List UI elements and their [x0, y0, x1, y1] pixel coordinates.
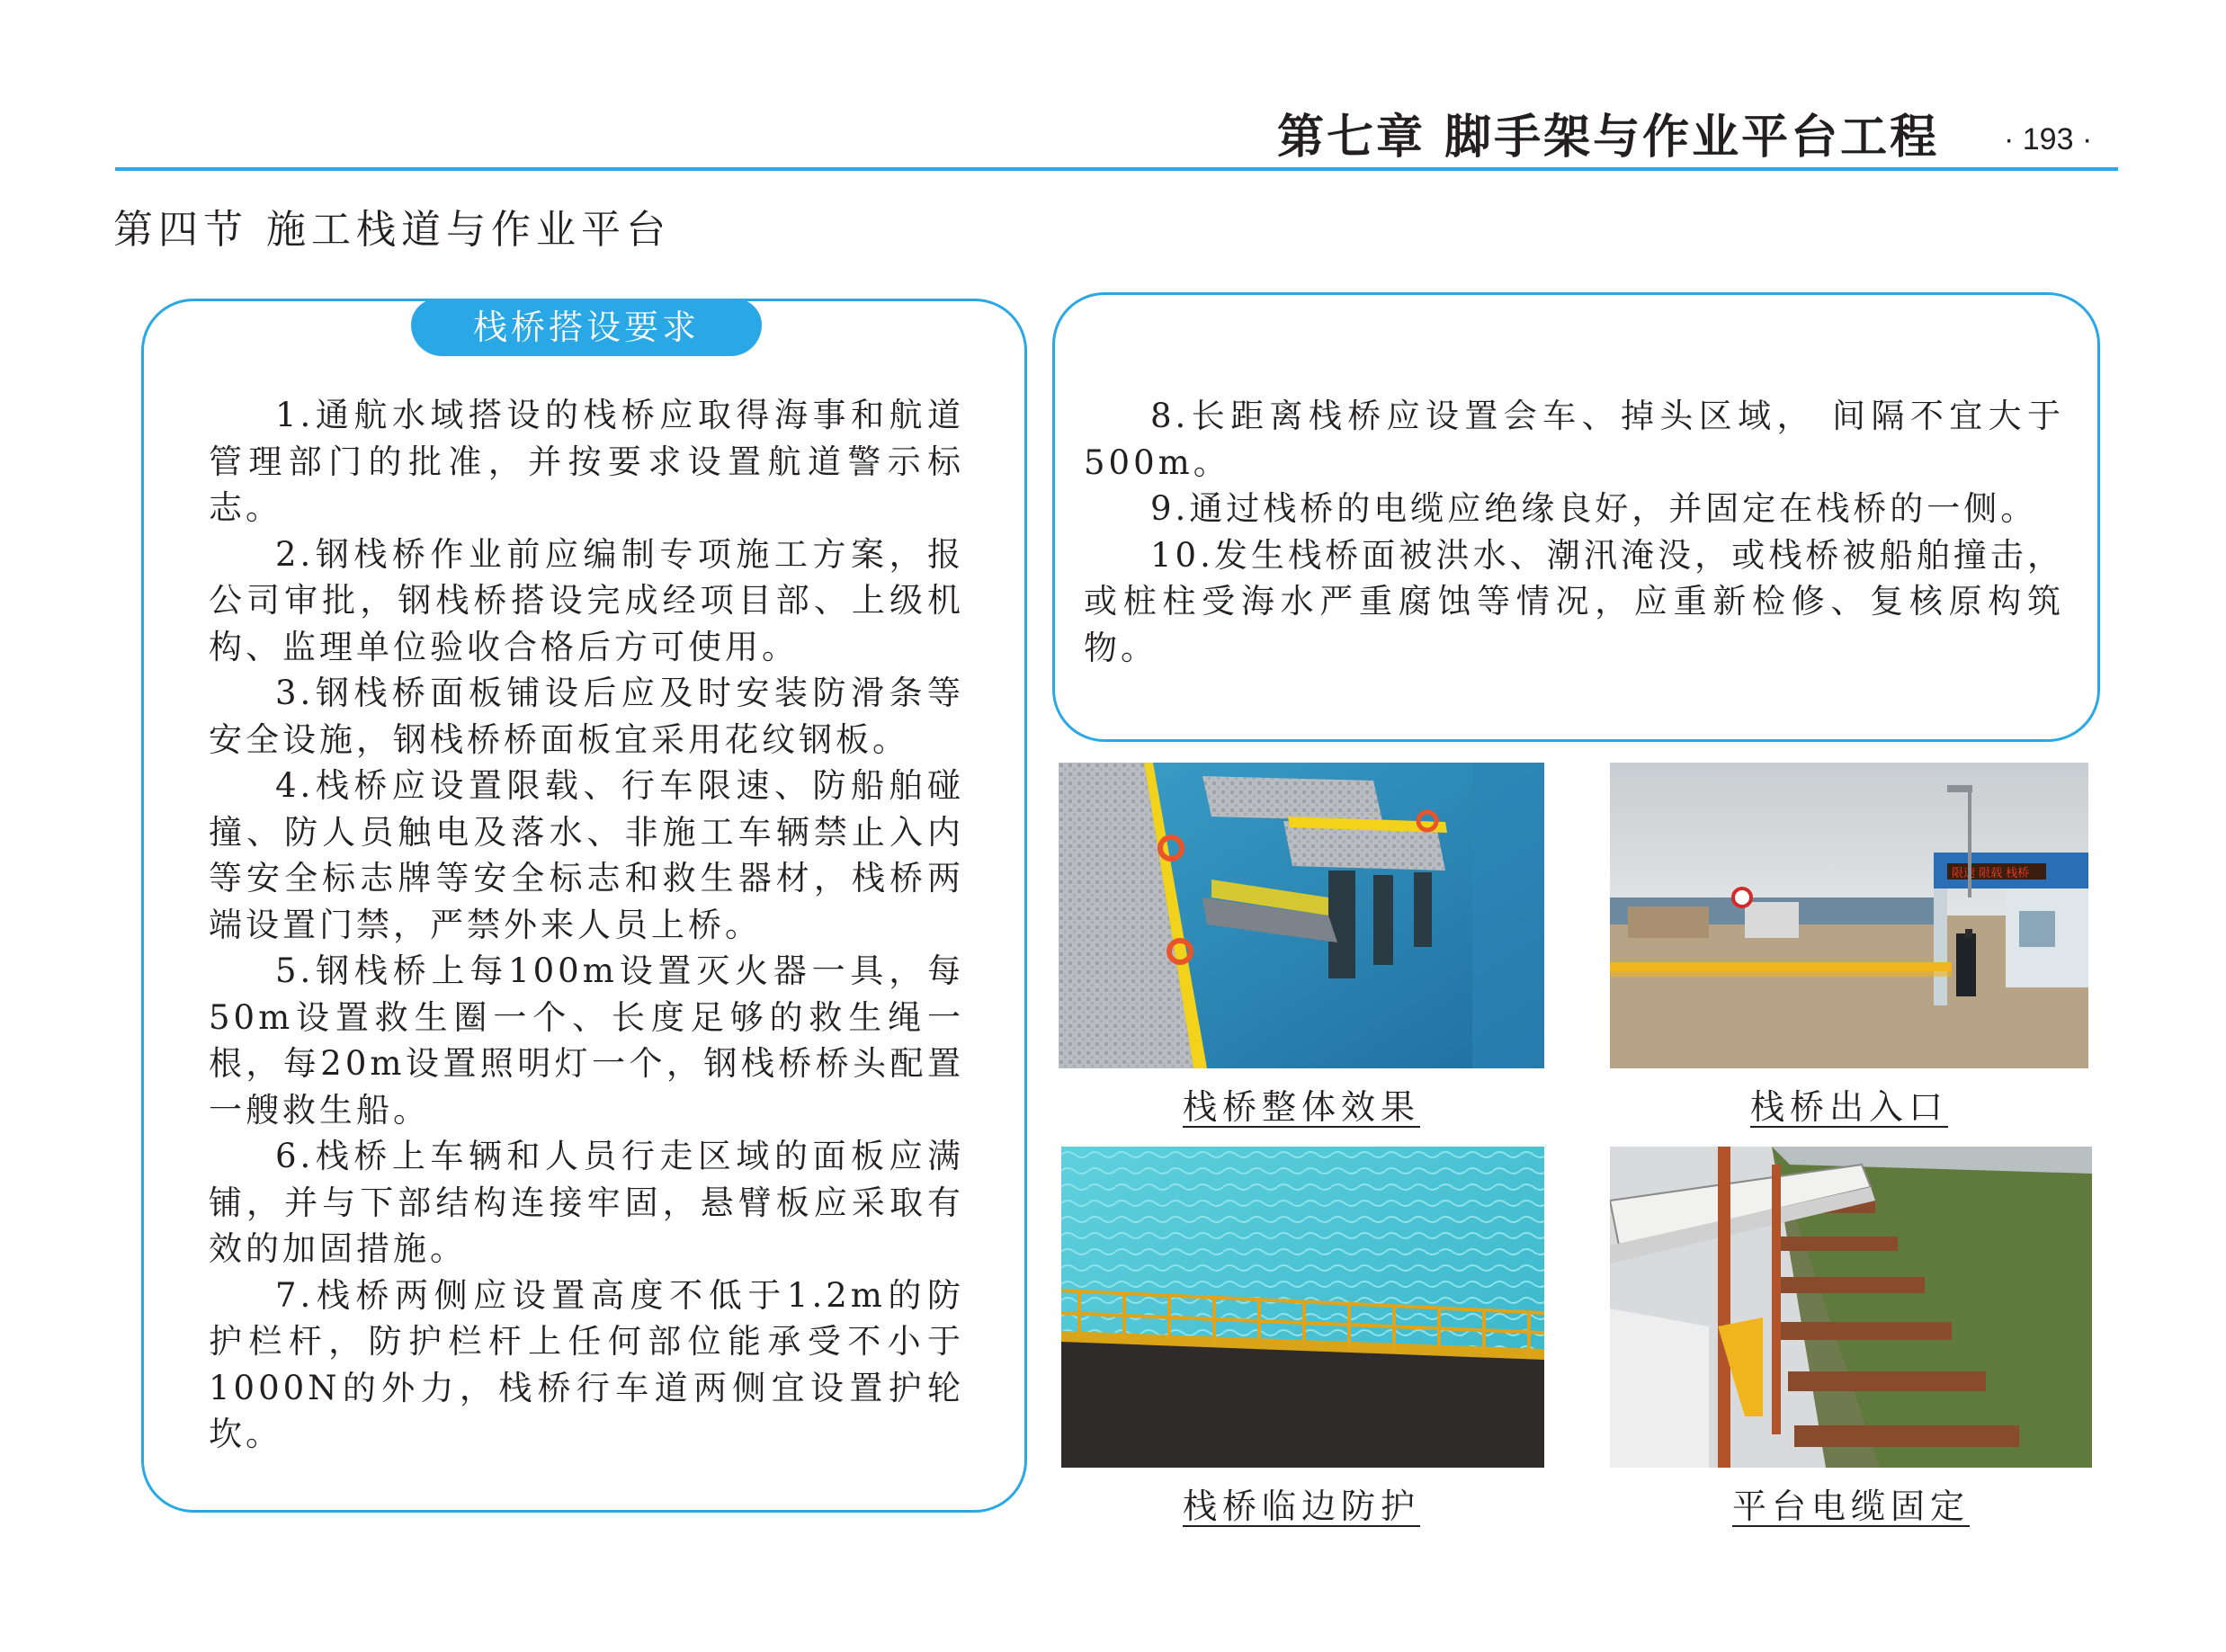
- trestle-entrance-caption: [1606, 1082, 2092, 1132]
- section-title: 第四节 施工栈道与作业平台: [113, 207, 671, 253]
- requirement-item-5: 5.钢栈桥上每100m设置灭火器一具，每50m设置救生圈一个、长度足够的救生绳一根，每20m设置照明灯一个，钢栈桥桥头配置一艘救生船。: [209, 951, 964, 1130]
- header-rule: [115, 167, 2118, 171]
- requirement-item-3: 3.钢栈桥面板铺设后应及时安装防滑条等安全设施，钢栈桥桥面板宜采用花纹钢板。: [209, 674, 964, 759]
- entrance-led-sign: 限速 限载 栈桥: [1952, 867, 2030, 880]
- requirement-item-7: 7.栈桥两侧应设置高度不低于1.2m的防护栏杆，防护栏杆上任何部位能承受不小于1000N的外力，栈桥行车道两侧宜设置护轮坎。: [209, 1275, 964, 1453]
- platform-cable-caption-text: 平台电缆固定: [1731, 1487, 1970, 1526]
- trestle-overall-image: [1059, 763, 1544, 1068]
- requirement-item-2: 2.钢栈桥作业前应编制专项施工方案，报公司审批，钢栈桥搭设完成经项目部、上级机构、监理单位验收合格后方可使用。: [209, 534, 964, 666]
- requirement-item-10: 10.发生栈桥面被洪水、潮汛淹没，或栈桥被船舶撞击，或桩柱受海水严重腐蚀等情况，应重新检修、复核原构筑物。: [1084, 535, 2064, 667]
- trestle-edge-caption: [1059, 1481, 1544, 1531]
- requirement-item-8: 8.长距离栈桥应设置会车、掉头区域， 间隔不宜大于500m。: [1084, 397, 2064, 482]
- trestle-edge-image: [1061, 1147, 1544, 1468]
- requirement-item-1: 1.通航水域搭设的栈桥应取得海事和航道管理部门的批准，并按要求设置航道警示标志。: [209, 396, 964, 527]
- requirements-text-right: [1084, 393, 2064, 671]
- requirement-item-6: 6.栈桥上车辆和人员行走区域的面板应满铺，并与下部结构连接牢固，悬臂板应采取有效的加固措施。: [209, 1137, 964, 1268]
- panel-tab-label: 栈桥搭设要求: [411, 299, 762, 356]
- trestle-entrance-caption-text: 栈桥出入口: [1749, 1087, 1948, 1127]
- platform-cable-image: [1610, 1147, 2092, 1468]
- trestle-edge-caption-text: 栈桥临边防护: [1182, 1487, 1420, 1526]
- requirement-item-9: 9.通过栈桥的电缆应绝缘良好，并固定在栈桥的一侧。: [1150, 489, 2038, 528]
- trestle-overall-caption: [1059, 1082, 1544, 1132]
- platform-cable-caption: [1608, 1481, 2094, 1531]
- chapter-title: 第七章 脚手架与作业平台工程: [1277, 111, 1940, 165]
- trestle-entrance-image: [1610, 763, 2088, 1068]
- trestle-overall-caption-text: 栈桥整体效果: [1182, 1087, 1420, 1127]
- requirements-text-left: [209, 392, 964, 1458]
- page-number: · 193 ·: [2004, 122, 2093, 156]
- requirement-item-4: 4.栈桥应设置限载、行车限速、防船舶碰撞、防人员触电及落水、非施工车辆禁止入内等安全标志牌等安全标志和救生器材，栈桥两端设置门禁，严禁外来人员上桥。: [209, 766, 964, 944]
